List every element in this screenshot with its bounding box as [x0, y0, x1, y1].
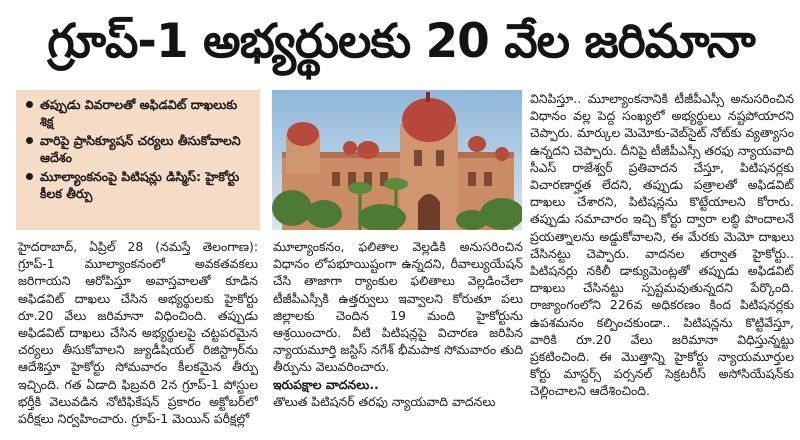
high-court-building-photo	[272, 90, 522, 230]
highlights-box	[16, 90, 260, 230]
bullet-icon	[26, 101, 33, 108]
article-column-1	[18, 238, 258, 438]
highlight-text: వారిపై ప్రాసిక్యూషన్‌ చర్యలు తీసుకోవాలని ఆదేశం	[40, 133, 241, 165]
bullet-icon	[26, 173, 33, 180]
highlight-item	[24, 168, 254, 202]
highlight-item	[24, 132, 254, 166]
article-paragraph: తొలుత పిటిషనర్‌ తరఫు న్యాయవాది వాదనలు	[273, 393, 496, 409]
bullet-icon	[26, 137, 33, 144]
article-subhead: ఇరుపక్షాల వాదనలు..	[273, 376, 379, 392]
highlight-item	[24, 96, 254, 130]
article-paragraph: మూల్యాంకనం, ఫలితాల వెల్లడికి అనుసరించిన విధానం లోపభూయిష్టంగా ఉన్నదని, రీవాల్యుయేషన్‌ చేసి తాజాగా ర్యాంకుల ఫలితాలు వెల్లడించేలా టీజీపీఎస్సీకి ఉత్తర్వులు ఇవ్వాలని కోరుతూ పలు జిల్లాలకు చెందిన 19 మంది హైకోర్టును ఆశ్రయించారు. వీటి పిటిషన్లపై విచారణ జరిపిన న్యాయమూర్తి జస్టిస్‌ నగేశ్‌ భీమపాక సోమవారం తుది తీర్పును వెలువరించారు.	[273, 239, 523, 375]
highlight-text: తప్పుడు వివరాలతో అఫిడవిట్‌ దాఖలుకు శిక్ష	[40, 97, 238, 129]
article-column-3	[530, 90, 794, 438]
article-paragraph: వినిపిస్తూ.. మూల్యాంకనానికి టీజీపీఎస్సీ అనుసరించిన విధానం వల్ల పెద్ద సంఖ్యలో అభ్యర్థులు నష్టపోయారని చెప్పారు. మార్కుల మెమోకు-వెబ్‌సైట్‌ నోట్‌కు వ్యత్యాసం ఉన్నదని చెప్పారు. దీనిపై టీజీపీఎస్సీ తరఫు న్యాయవాది సీఎస్‌ రాజేశ్వర్‌ ప్రతివాదన చేస్తూ, పిటిషనర్లకు విచారణార్హత లేదని, తప్పుడు పత్రాలతో అఫిడవిట్‌ దాఖలు చేశారని, పిటిషన్లను కొట్టేయాలని కోరారు. తప్పుడు సమాచారం ఇచ్చి కోర్టు ద్వారా లబ్ధి పొందాలనే ప్రయత్నాలను అడ్డుకోవాలని, ఈ మేరకు మెమో దాఖలు చేసినట్టు చెప్పారు. వాదనల తర్వాత హైకోర్టు.. పిటిషనర్లు నకిలీ డాక్యుమెంట్లతో తప్పుడు అఫిడవిట్‌ దాఖలు చేసినట్టు స్పష్టమవుతున్నదని పేర్కొంది. రాజ్యాంగంలోని 226వ అధికరణం కింద పిటిషనర్లకు ఉపశమనం కల్పించకుండా.. పిటిషన్లను కొట్టివేస్తూ, వారికి రూ.20 వేలు జరిమానా విధిస్తున్నట్టు ప్రకటించింది. ఈ మొత్తాన్ని హైకోర్టు న్యాయమూర్తుల కోర్టు మాస్టర్స్‌ పర్సనల్‌ సెక్రటరీస్‌ అసోసియేషన్‌కు చెల్లించాలని ఆదేశించింది.	[530, 91, 794, 399]
headline: గ్రూప్‌-1 అభ్యర్థులకు 20 వేల జరిమానా	[47, 14, 755, 69]
highlight-text: మూల్యాంకనంపై పిటిషన్లు డిస్మిస్‌: హైకోర్టు కీలక తీర్పు	[40, 169, 240, 201]
article-column-2	[273, 238, 523, 438]
article-paragraph: హైదరాబాద్‌, ఏప్రిల్‌ 28 (నమస్తే తెలంగాణ): గ్రూప్‌-1 మూల్యాంకనంలో అవకతవకలు జరిగాయని ఆరోపిస్తూ అవాస్తవాలతో కూడిన అఫిడవిట్‌ దాఖలు చేసిన అభ్యర్థులకు హైకోర్టు రూ.20 వేలు జరిమానా విధించింది. తప్పుడు అఫిడవిట్‌ దాఖలు చేసిన అభ్యర్థులపై చట్టపరమైన చర్యలు తీసుకోవాలని జ్యుడీషియల్‌ రిజిస్ట్రార్‌ను ఆదేశిస్తూ హైకోర్టు సోమవారం కీలకమైన తీర్పు ఇచ్చింది. గత ఏడాది ఫిబ్రవరి 2న గ్రూప్‌-1 పోస్టుల భర్తీకి వెలువడిన నోటిఫికేషన్‌ ప్రకారం అక్టోబర్‌లో పరీక్షలు నిర్వహించారు. గ్రూప్‌-1 మెయిన్‌ పరీక్షల్లో	[18, 239, 258, 427]
